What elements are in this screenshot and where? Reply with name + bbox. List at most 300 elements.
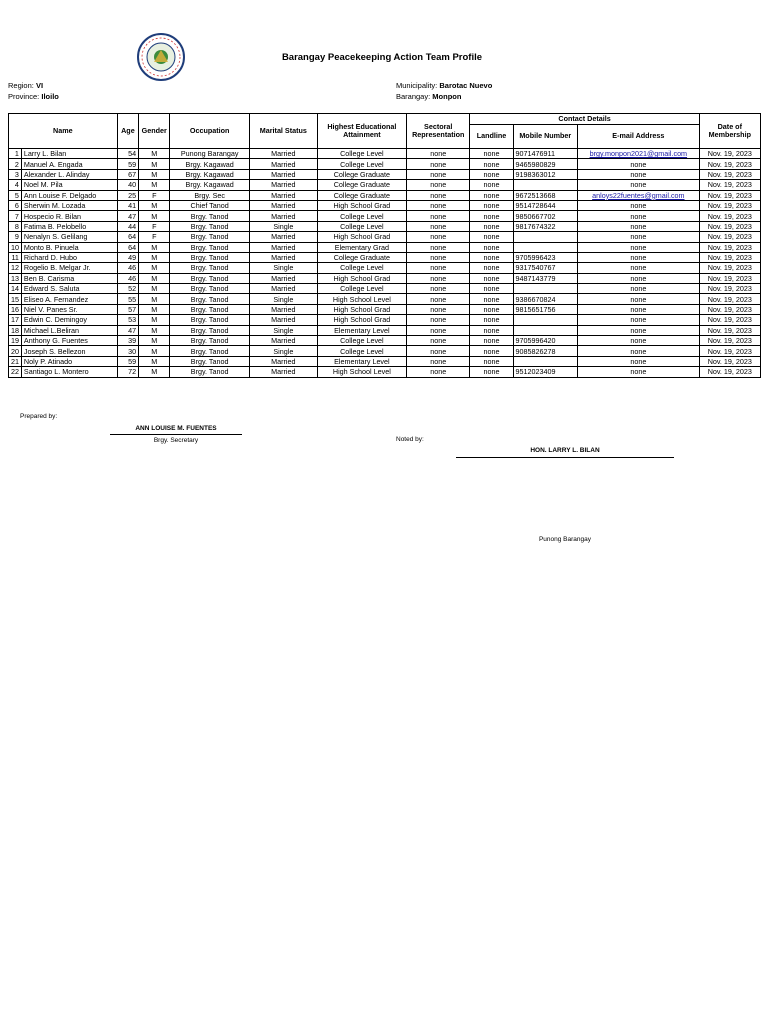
member-email: none xyxy=(578,252,700,262)
row-number: 6 xyxy=(9,200,22,210)
member-name: Eliseo A. Fernandez xyxy=(21,294,117,304)
header-mobile: Mobile Number xyxy=(513,124,578,148)
member-sectoral: none xyxy=(407,346,470,356)
member-email: none xyxy=(578,169,700,179)
member-marital-status: Single xyxy=(249,346,317,356)
member-education: High School Grad xyxy=(317,232,406,242)
row-number: 21 xyxy=(9,356,22,366)
member-landline: none xyxy=(470,315,513,325)
noted-by-signature-line xyxy=(456,457,674,458)
member-sectoral: none xyxy=(407,263,470,273)
member-occupation: Brgy. Kagawad xyxy=(170,169,250,179)
member-gender: M xyxy=(139,252,170,262)
member-marital-status: Married xyxy=(249,149,317,159)
member-occupation: Brgy. Kagawad xyxy=(170,180,250,190)
member-marital-status: Single xyxy=(249,263,317,273)
member-landline: none xyxy=(470,242,513,252)
header-date-membership: Date of Membership xyxy=(699,114,760,149)
row-number: 20 xyxy=(9,346,22,356)
member-age: 47 xyxy=(117,211,139,221)
member-landline: none xyxy=(470,149,513,159)
member-email: none xyxy=(578,315,700,325)
member-mobile: 9514728644 xyxy=(513,200,578,210)
member-landline: none xyxy=(470,367,513,377)
member-occupation: Brgy. Tanod xyxy=(170,315,250,325)
table-row xyxy=(9,263,761,273)
member-mobile xyxy=(513,356,578,366)
member-gender: M xyxy=(139,149,170,159)
member-sectoral: none xyxy=(407,221,470,231)
row-number: 8 xyxy=(9,221,22,231)
member-mobile xyxy=(513,232,578,242)
member-gender: M xyxy=(139,294,170,304)
member-occupation: Brgy. Tanod xyxy=(170,346,250,356)
member-landline: none xyxy=(470,180,513,190)
member-occupation: Brgy. Tanod xyxy=(170,242,250,252)
member-marital-status: Married xyxy=(249,356,317,366)
member-date-membership: Nov. 19, 2023 xyxy=(699,367,760,377)
member-gender: M xyxy=(139,356,170,366)
member-occupation: Brgy. Tanod xyxy=(170,252,250,262)
member-sectoral: none xyxy=(407,336,470,346)
member-name: Edward S. Saluta xyxy=(21,284,117,294)
row-number: 12 xyxy=(9,263,22,273)
member-mobile xyxy=(513,284,578,294)
table-row xyxy=(9,367,761,377)
member-age: 53 xyxy=(117,315,139,325)
member-marital-status: Single xyxy=(249,221,317,231)
member-mobile: 9817674322 xyxy=(513,221,578,231)
row-number: 9 xyxy=(9,232,22,242)
member-age: 59 xyxy=(117,356,139,366)
member-name: Fatima B. Pelobello xyxy=(21,221,117,231)
member-table xyxy=(8,113,761,378)
member-name: Richard D. Hubo xyxy=(21,252,117,262)
member-age: 55 xyxy=(117,294,139,304)
row-number: 2 xyxy=(9,159,22,169)
member-name: Manuel A. Engada xyxy=(21,159,117,169)
member-mobile xyxy=(513,180,578,190)
member-occupation: Brgy. Tanod xyxy=(170,336,250,346)
document-title: Barangay Peacekeeping Action Team Profile xyxy=(281,52,483,63)
member-landline: none xyxy=(470,221,513,231)
noted-by-name: HON. LARRY L. BILAN xyxy=(530,447,600,454)
member-education: College Graduate xyxy=(317,180,406,190)
member-email: none xyxy=(578,232,700,242)
member-marital-status: Married xyxy=(249,200,317,210)
member-sectoral: none xyxy=(407,190,470,200)
member-name: Monto B. Pinuela xyxy=(21,242,117,252)
row-number: 19 xyxy=(9,336,22,346)
header-email: E-mail Address xyxy=(578,124,700,148)
member-occupation: Brgy. Tanod xyxy=(170,211,250,221)
member-occupation: Brgy. Tanod xyxy=(170,294,250,304)
member-landline: none xyxy=(470,356,513,366)
member-landline: none xyxy=(470,284,513,294)
member-email: none xyxy=(578,273,700,283)
member-mobile: 9465980829 xyxy=(513,159,578,169)
header-name: Name xyxy=(9,114,118,149)
member-occupation: Brgy. Tanod xyxy=(170,284,250,294)
member-age: 52 xyxy=(117,284,139,294)
member-sectoral: none xyxy=(407,180,470,190)
member-education: College Graduate xyxy=(317,252,406,262)
member-date-membership: Nov. 19, 2023 xyxy=(699,211,760,221)
member-date-membership: Nov. 19, 2023 xyxy=(699,273,760,283)
member-age: 44 xyxy=(117,221,139,231)
member-age: 64 xyxy=(117,232,139,242)
member-email: none xyxy=(578,263,700,273)
member-education: College Level xyxy=(317,284,406,294)
member-sectoral: none xyxy=(407,149,470,159)
member-mobile: 9672513668 xyxy=(513,190,578,200)
member-occupation: Brgy. Kagawad xyxy=(170,159,250,169)
member-name: Noly P. Atinado xyxy=(21,356,117,366)
member-education: College Level xyxy=(317,159,406,169)
member-gender: M xyxy=(139,242,170,252)
member-marital-status: Married xyxy=(249,273,317,283)
member-marital-status: Married xyxy=(249,336,317,346)
member-name: Edwin C. Demingoy xyxy=(21,315,117,325)
member-sectoral: none xyxy=(407,273,470,283)
member-mobile: 9386670824 xyxy=(513,294,578,304)
member-occupation: Brgy. Tanod xyxy=(170,304,250,314)
member-email: none xyxy=(578,367,700,377)
member-age: 46 xyxy=(117,273,139,283)
table-row xyxy=(9,304,761,314)
member-occupation: Brgy. Tanod xyxy=(170,273,250,283)
member-education: College Level xyxy=(317,149,406,159)
member-gender: M xyxy=(139,325,170,335)
member-education: College Level xyxy=(317,211,406,221)
province-field: Province: Iloilo xyxy=(8,92,59,101)
member-sectoral: none xyxy=(407,356,470,366)
member-gender: F xyxy=(139,232,170,242)
member-occupation: Brgy. Sec xyxy=(170,190,250,200)
barangay-field: Barangay: Monpon xyxy=(396,92,462,101)
member-mobile xyxy=(513,242,578,252)
member-email: none xyxy=(578,211,700,221)
member-date-membership: Nov. 19, 2023 xyxy=(699,180,760,190)
member-sectoral: none xyxy=(407,211,470,221)
row-number: 11 xyxy=(9,252,22,262)
header-occupation: Occupation xyxy=(170,114,250,149)
member-name: Larry L. Bilan xyxy=(21,149,117,159)
member-date-membership: Nov. 19, 2023 xyxy=(699,356,760,366)
table-row xyxy=(9,159,761,169)
row-number: 7 xyxy=(9,211,22,221)
member-gender: F xyxy=(139,190,170,200)
member-gender: M xyxy=(139,211,170,221)
member-age: 39 xyxy=(117,336,139,346)
table-row xyxy=(9,315,761,325)
member-date-membership: Nov. 19, 2023 xyxy=(699,315,760,325)
member-sectoral: none xyxy=(407,325,470,335)
table-row xyxy=(9,273,761,283)
member-landline: none xyxy=(470,346,513,356)
row-number: 5 xyxy=(9,190,22,200)
member-mobile: 9512023409 xyxy=(513,367,578,377)
member-email: none xyxy=(578,242,700,252)
member-mobile: 9071476911 xyxy=(513,149,578,159)
member-sectoral: none xyxy=(407,367,470,377)
member-name: Niel V. Panes Sr. xyxy=(21,304,117,314)
member-name: Ben B. Carisma xyxy=(21,273,117,283)
member-gender: M xyxy=(139,159,170,169)
member-marital-status: Single xyxy=(249,294,317,304)
member-date-membership: Nov. 19, 2023 xyxy=(699,190,760,200)
member-gender: M xyxy=(139,336,170,346)
member-landline: none xyxy=(470,325,513,335)
row-number: 17 xyxy=(9,315,22,325)
member-email: none xyxy=(578,356,700,366)
member-education: Elementary Level xyxy=(317,325,406,335)
member-sectoral: none xyxy=(407,315,470,325)
region-field: Region: VI xyxy=(8,81,44,90)
table-row xyxy=(9,232,761,242)
member-gender: M xyxy=(139,304,170,314)
email-link[interactable]: brgy.monpon2021@gmail.com xyxy=(589,149,688,159)
member-landline: none xyxy=(470,263,513,273)
member-age: 64 xyxy=(117,242,139,252)
member-sectoral: none xyxy=(407,304,470,314)
member-education: College Level xyxy=(317,263,406,273)
member-sectoral: none xyxy=(407,284,470,294)
member-age: 67 xyxy=(117,169,139,179)
member-age: 47 xyxy=(117,325,139,335)
member-email[interactable] xyxy=(578,149,700,159)
row-number: 14 xyxy=(9,284,22,294)
member-gender: M xyxy=(139,263,170,273)
member-name: Ann Louise F. Delgado xyxy=(21,190,117,200)
member-age: 49 xyxy=(117,252,139,262)
member-age: 57 xyxy=(117,304,139,314)
member-marital-status: Married xyxy=(249,252,317,262)
member-education: College Level xyxy=(317,221,406,231)
member-education: College Graduate xyxy=(317,190,406,200)
member-marital-status: Married xyxy=(249,190,317,200)
member-landline: none xyxy=(470,273,513,283)
member-sectoral: none xyxy=(407,169,470,179)
member-mobile xyxy=(513,325,578,335)
table-row xyxy=(9,284,761,294)
member-occupation: Chief Tanod xyxy=(170,200,250,210)
member-gender: M xyxy=(139,284,170,294)
email-link[interactable]: anloys22fuentes@gmail.com xyxy=(592,190,685,200)
member-education: High School Level xyxy=(317,367,406,377)
member-date-membership: Nov. 19, 2023 xyxy=(699,200,760,210)
member-date-membership: Nov. 19, 2023 xyxy=(699,263,760,273)
member-landline: none xyxy=(470,211,513,221)
row-number: 10 xyxy=(9,242,22,252)
member-marital-status: Single xyxy=(249,325,317,335)
member-date-membership: Nov. 19, 2023 xyxy=(699,232,760,242)
member-sectoral: none xyxy=(407,159,470,169)
member-date-membership: Nov. 19, 2023 xyxy=(699,325,760,335)
member-sectoral: none xyxy=(407,242,470,252)
member-education: High School Grad xyxy=(317,315,406,325)
member-marital-status: Married xyxy=(249,169,317,179)
member-email: none xyxy=(578,304,700,314)
member-name: Rogelio B. Melgar Jr. xyxy=(21,263,117,273)
member-sectoral: none xyxy=(407,232,470,242)
row-number: 4 xyxy=(9,180,22,190)
member-name: Noel M. Pila xyxy=(21,180,117,190)
member-date-membership: Nov. 19, 2023 xyxy=(699,159,760,169)
member-marital-status: Married xyxy=(249,367,317,377)
header-education: Highest Educational Attainment xyxy=(317,114,406,149)
member-gender: F xyxy=(139,221,170,231)
member-age: 41 xyxy=(117,200,139,210)
member-education: High School Grad xyxy=(317,273,406,283)
table-row xyxy=(9,221,761,231)
member-age: 46 xyxy=(117,263,139,273)
member-name: Alexander L. Alinday xyxy=(21,169,117,179)
table-row xyxy=(9,169,761,179)
member-landline: none xyxy=(470,304,513,314)
member-name: Sherwin M. Lozada xyxy=(21,200,117,210)
member-date-membership: Nov. 19, 2023 xyxy=(699,304,760,314)
prepared-by-label: Prepared by: xyxy=(20,413,58,420)
member-occupation: Punong Barangay xyxy=(170,149,250,159)
member-email: none xyxy=(578,159,700,169)
member-gender: M xyxy=(139,315,170,325)
member-mobile: 9317540767 xyxy=(513,263,578,273)
row-number: 1 xyxy=(9,149,22,159)
member-age: 54 xyxy=(117,149,139,159)
municipality-field: Municipality: Barotac Nuevo xyxy=(396,81,493,90)
member-occupation: Brgy. Tanod xyxy=(170,367,250,377)
member-marital-status: Married xyxy=(249,304,317,314)
header-marital-status: Marital Status xyxy=(249,114,317,149)
member-education: Elementary Grad xyxy=(317,242,406,252)
member-mobile xyxy=(513,315,578,325)
member-landline: none xyxy=(470,294,513,304)
header-age: Age xyxy=(117,114,139,149)
member-email[interactable] xyxy=(578,190,700,200)
member-date-membership: Nov. 19, 2023 xyxy=(699,346,760,356)
member-gender: M xyxy=(139,200,170,210)
prepared-by-name: ANN LOUISE M. FUENTES xyxy=(135,425,217,432)
member-date-membership: Nov. 19, 2023 xyxy=(699,221,760,231)
member-date-membership: Nov. 19, 2023 xyxy=(699,284,760,294)
member-landline: none xyxy=(470,190,513,200)
member-date-membership: Nov. 19, 2023 xyxy=(699,252,760,262)
member-mobile: 9850667702 xyxy=(513,211,578,221)
row-number: 13 xyxy=(9,273,22,283)
header-landline: Landline xyxy=(470,124,513,148)
row-number: 16 xyxy=(9,304,22,314)
member-name: Michael L.Beliran xyxy=(21,325,117,335)
member-landline: none xyxy=(470,159,513,169)
member-age: 40 xyxy=(117,180,139,190)
member-occupation: Brgy. Tanod xyxy=(170,325,250,335)
member-gender: M xyxy=(139,180,170,190)
member-name: Hospecio R. Bilan xyxy=(21,211,117,221)
member-occupation: Brgy. Tanod xyxy=(170,232,250,242)
member-email: none xyxy=(578,180,700,190)
member-marital-status: Married xyxy=(249,232,317,242)
member-name: Nenalyn S. Gelilang xyxy=(21,232,117,242)
member-occupation: Brgy. Tanod xyxy=(170,221,250,231)
member-date-membership: Nov. 19, 2023 xyxy=(699,294,760,304)
table-row xyxy=(9,294,761,304)
table-row xyxy=(9,336,761,346)
table-row xyxy=(9,211,761,221)
header-gender: Gender xyxy=(139,114,170,149)
member-name: Anthony G. Fuentes xyxy=(21,336,117,346)
table-row xyxy=(9,242,761,252)
member-marital-status: Married xyxy=(249,284,317,294)
header-contact-details: Contact Details xyxy=(470,114,699,125)
member-landline: none xyxy=(470,200,513,210)
member-age: 72 xyxy=(117,367,139,377)
member-education: High School Grad xyxy=(317,304,406,314)
member-sectoral: none xyxy=(407,252,470,262)
table-row xyxy=(9,200,761,210)
member-email: none xyxy=(578,200,700,210)
member-email: none xyxy=(578,221,700,231)
member-age: 25 xyxy=(117,190,139,200)
table-row xyxy=(9,346,761,356)
member-name: Santiago L. Montero xyxy=(21,367,117,377)
member-marital-status: Married xyxy=(249,315,317,325)
member-mobile: 9085826278 xyxy=(513,346,578,356)
prepared-by-signature-line xyxy=(110,434,242,435)
member-date-membership: Nov. 19, 2023 xyxy=(699,149,760,159)
member-gender: M xyxy=(139,273,170,283)
table-row xyxy=(9,180,761,190)
row-number: 15 xyxy=(9,294,22,304)
noted-by-label: Noted by: xyxy=(396,436,424,443)
table-row xyxy=(9,149,761,159)
member-date-membership: Nov. 19, 2023 xyxy=(699,242,760,252)
member-email: none xyxy=(578,346,700,356)
member-mobile: 9815651756 xyxy=(513,304,578,314)
member-occupation: Brgy. Tanod xyxy=(170,356,250,366)
table-row xyxy=(9,252,761,262)
member-education: High School Level xyxy=(317,294,406,304)
member-name: Joseph S. Bellezon xyxy=(21,346,117,356)
member-landline: none xyxy=(470,169,513,179)
member-landline: none xyxy=(470,232,513,242)
table-row xyxy=(9,356,761,366)
member-occupation: Brgy. Tanod xyxy=(170,263,250,273)
member-gender: M xyxy=(139,169,170,179)
member-education: College Level xyxy=(317,336,406,346)
member-marital-status: Married xyxy=(249,180,317,190)
member-landline: none xyxy=(470,252,513,262)
member-sectoral: none xyxy=(407,200,470,210)
member-education: College Level xyxy=(317,346,406,356)
member-marital-status: Married xyxy=(249,242,317,252)
member-education: Elementary Level xyxy=(317,356,406,366)
member-marital-status: Married xyxy=(249,159,317,169)
member-mobile: 9705996423 xyxy=(513,252,578,262)
table-row xyxy=(9,325,761,335)
member-sectoral: none xyxy=(407,294,470,304)
member-email: none xyxy=(578,325,700,335)
member-email: none xyxy=(578,284,700,294)
table-row xyxy=(9,190,761,200)
prepared-by-title: Brgy. Secretary xyxy=(153,437,199,444)
member-gender: M xyxy=(139,367,170,377)
row-number: 3 xyxy=(9,169,22,179)
member-landline: none xyxy=(470,336,513,346)
member-age: 59 xyxy=(117,159,139,169)
row-number: 18 xyxy=(9,325,22,335)
member-mobile: 9487143779 xyxy=(513,273,578,283)
